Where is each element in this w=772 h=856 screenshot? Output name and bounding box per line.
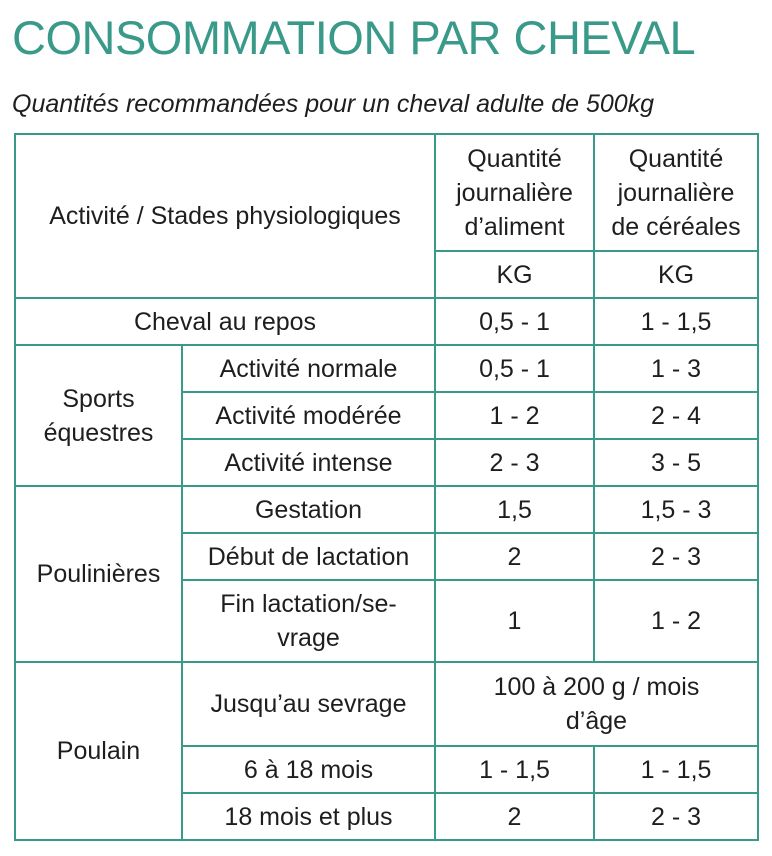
value-cereales: 1,5 - 3 (594, 486, 758, 533)
row-label: Jusqu’au sevrage (182, 662, 435, 746)
row-label-line-1: Fin lactation/se- (220, 590, 397, 618)
group-label-sports-line-2: équestres (43, 418, 154, 447)
row-label: 18 mois et plus (182, 793, 435, 840)
header-cereales-cell (594, 134, 758, 251)
value-aliment: 1 - 1,5 (435, 746, 594, 793)
group-label-poulain: Poulain (15, 662, 182, 840)
header-aliment-cell (435, 134, 594, 251)
row-label (182, 580, 435, 662)
row-label: Activité normale (182, 345, 435, 392)
value-aliment: 0,5 - 1 (435, 345, 594, 392)
value-cereales: 2 - 4 (594, 392, 758, 439)
value-aliment: 2 (435, 533, 594, 580)
row-label: Activité modérée (182, 392, 435, 439)
table-row (15, 662, 758, 746)
row-label: Gestation (182, 486, 435, 533)
header-cereales-line-1: Quantité (628, 144, 724, 173)
value-aliment: 0,5 - 1 (435, 298, 594, 345)
table-row (15, 486, 758, 533)
row-label: 6 à 18 mois (182, 746, 435, 793)
value-sevrage-line-1: 100 à 200 g / mois (493, 673, 700, 701)
page-title: CONSOMMATION PAR CHEVAL (12, 11, 696, 64)
value-aliment: 1,5 (435, 486, 594, 533)
row-label: Activité intense (182, 439, 435, 486)
row-label-repos: Cheval au repos (15, 298, 435, 345)
header-activity-cell (15, 134, 435, 298)
row-label: Début de lactation (182, 533, 435, 580)
header-cereales-label (611, 142, 740, 244)
header-aliment-line-1: Quantité (467, 144, 562, 173)
header-cereales-line-2: journalière (617, 178, 735, 207)
header-aliment-line-3: d’aliment (464, 212, 565, 241)
value-sevrage-line-2: d’âge (565, 707, 628, 735)
header-row (15, 134, 758, 251)
value-sevrage (435, 662, 758, 746)
header-cereales-line-3: de céréales (611, 212, 741, 241)
unit-cereales: KG (594, 251, 758, 298)
value-aliment: 2 (435, 793, 594, 840)
consumption-table (14, 133, 759, 841)
header-aliment-label (456, 142, 573, 244)
table-row (15, 298, 758, 345)
header-activity-label: Activité / Stades physiologiques (49, 202, 401, 230)
value-cereales: 1 - 3 (594, 345, 758, 392)
value-aliment: 1 - 2 (435, 392, 594, 439)
value-cereales: 1 - 2 (594, 580, 758, 662)
value-cereales: 1 - 1,5 (594, 298, 758, 345)
value-cereales: 3 - 5 (594, 439, 758, 486)
value-aliment: 1 (435, 580, 594, 662)
unit-aliment: KG (435, 251, 594, 298)
value-cereales: 2 - 3 (594, 793, 758, 840)
value-aliment: 2 - 3 (435, 439, 594, 486)
header-aliment-line-2: journalière (456, 178, 573, 207)
group-label-sports-line-1: Sports (62, 384, 135, 413)
row-label-line-2: vrage (277, 624, 340, 652)
value-cereales: 2 - 3 (594, 533, 758, 580)
group-label-poulinieres: Poulinières (15, 486, 182, 662)
value-cereales: 1 - 1,5 (594, 746, 758, 793)
page-subtitle: Quantités recommandées pour un cheval adulte de 500kg (12, 90, 655, 118)
group-label-sports (15, 345, 182, 486)
table-row (15, 345, 758, 392)
